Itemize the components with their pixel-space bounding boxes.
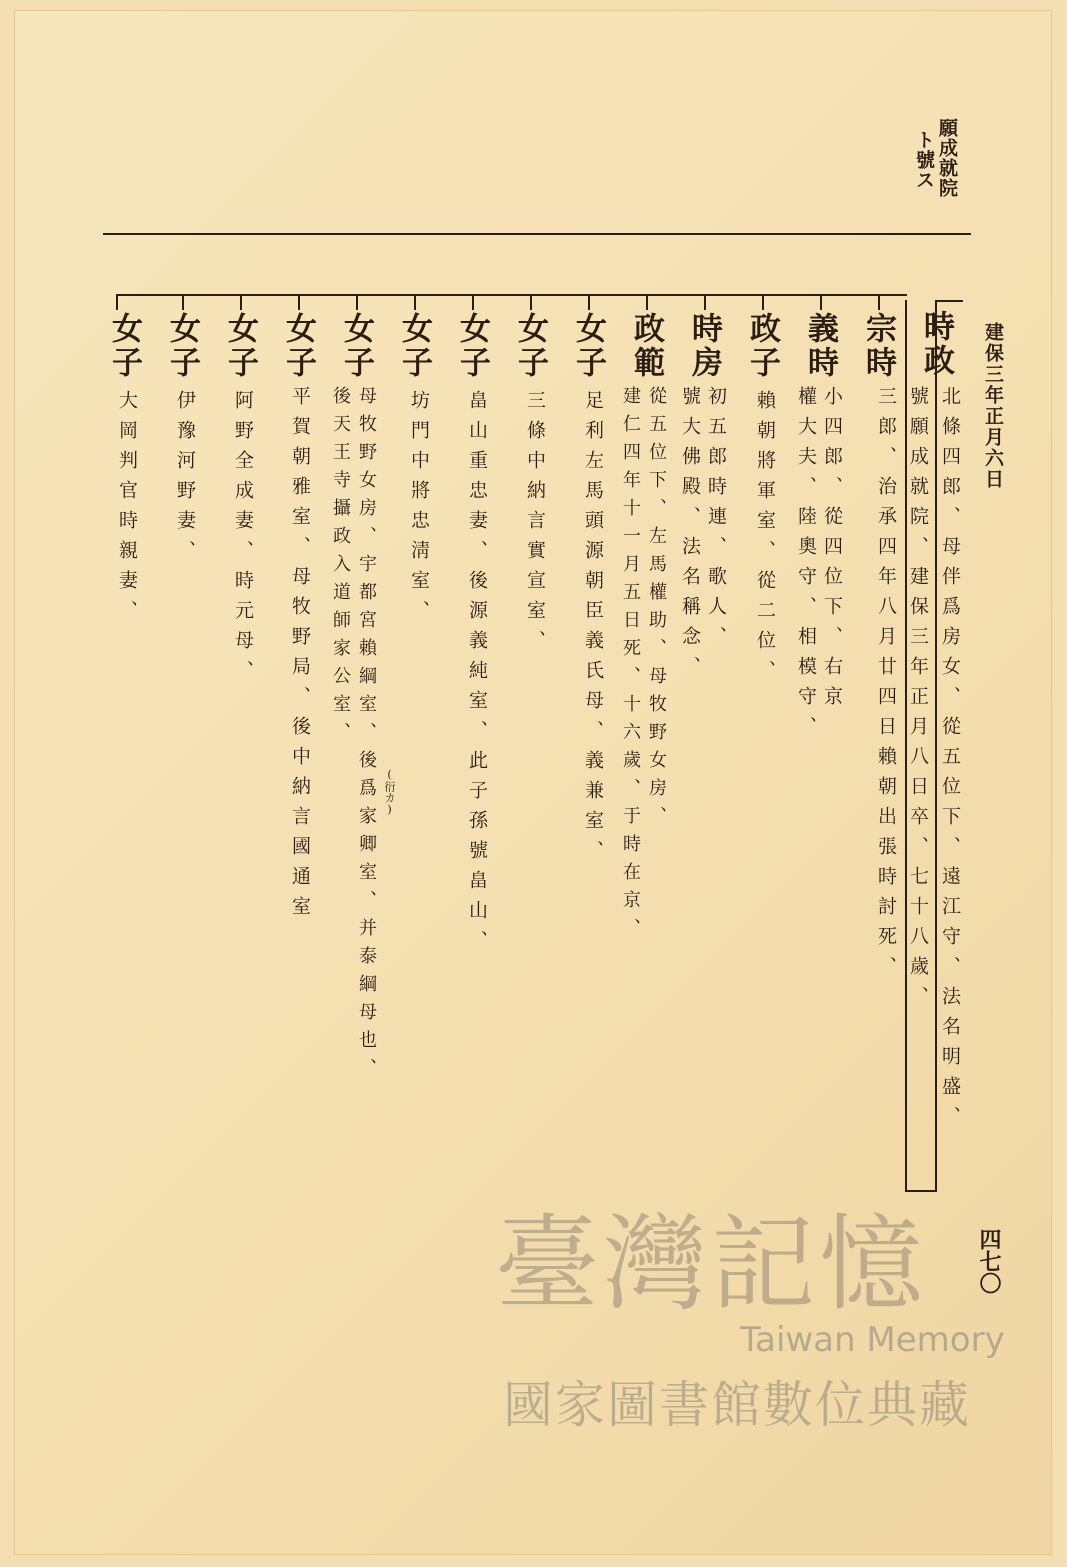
child-13-name: 女子 [106, 312, 142, 380]
child-9-line-1: 後天王寺攝政入道師家公室、 [330, 386, 351, 750]
child-5-name: 女子 [570, 312, 606, 380]
child-9-note: (衍カ) [383, 768, 396, 816]
margin-note-1: 願成就院 [936, 118, 958, 198]
tick-3 [704, 294, 706, 310]
child-12-name: 女子 [164, 312, 200, 380]
child-7-line-0: 畠山重忠妻、後源義純室、此子孫號畠山、 [466, 390, 488, 960]
child-9-name: 女子 [338, 312, 374, 380]
tick-1 [820, 294, 822, 310]
tick-11 [240, 294, 242, 310]
tokimasa-box-left [935, 300, 937, 1192]
child-1-line-1: 權大夫、陸奧守、相模守、 [795, 386, 817, 746]
children-bracket [116, 294, 907, 296]
child-7-name: 女子 [454, 312, 490, 380]
child-3-line-1: 號大佛殿、法名稱念、 [679, 386, 701, 686]
child-2-line-0: 賴朝將軍室、從二位、 [754, 390, 776, 690]
watermark-library: 國家圖書館數位典藏 [503, 1376, 971, 1434]
child-11-line-0: 阿野全成妻、時元母、 [232, 390, 254, 690]
child-12-line-0: 伊豫河野妻、 [174, 390, 196, 570]
tokimasa-line-1: 北條四郎、母伴爲房女、從五位下、遠江守、法名明盛、 [939, 386, 961, 1136]
child-10-line-0: 平賀朝雅室、母牧野局、後中納言國通室 [289, 386, 311, 926]
tick-2 [762, 294, 764, 310]
tick-9 [356, 294, 358, 310]
tick-0 [878, 294, 880, 310]
child-10-name: 女子 [280, 312, 316, 380]
child-6-line-0: 三條中納言實宣室、 [524, 390, 546, 660]
child-8-name: 女子 [396, 312, 432, 380]
child-5-line-0: 足利左馬頭源朝臣義氏母、義兼室、 [582, 390, 604, 870]
tick-8 [414, 294, 416, 310]
child-4-name: 政範 [628, 312, 664, 380]
child-0-line-0: 三郎、治承四年八月廿四日賴朝出張時討死、 [875, 386, 897, 986]
tick-4 [646, 294, 648, 310]
child-1-line-0: 小四郎、從四位下、右京 [821, 386, 843, 716]
watermark-chinese: 臺灣記憶 [495, 1203, 928, 1325]
tick-6 [530, 294, 532, 310]
margin-note-2: ト號ス [913, 130, 935, 190]
child-0-name: 宗時 [860, 312, 896, 380]
tick-5 [588, 294, 590, 310]
child-4-line-1: 建仁四年十一月五日死、十六歲、于時在京、 [620, 386, 641, 946]
child-1-name: 義時 [802, 312, 838, 380]
date-line: 建保三年正月六日 [982, 322, 1004, 490]
header-rule [103, 233, 971, 235]
child-9-line-0: 母牧野女房、宇都宮賴綱室、後爲家卿室、并泰綱母也、 [356, 386, 377, 1086]
tick-10 [298, 294, 300, 310]
page-number: 四七〇 [976, 1228, 1002, 1294]
child-6-name: 女子 [512, 312, 548, 380]
tokimasa-name: 時政 [918, 310, 954, 378]
child-8-line-0: 坊門中將忠淸室、 [408, 390, 430, 630]
tick-12 [182, 294, 184, 310]
watermark-english: Taiwan Memory [740, 1320, 1005, 1360]
tokimasa-line-2: 號願成就院、建保三年正月八日卒、七十八歲、 [907, 386, 929, 1016]
child-3-name: 時房 [686, 312, 722, 380]
child-3-line-0: 初五郎時連、歌人、 [705, 386, 727, 656]
tick-7 [472, 294, 474, 310]
child-4-line-0: 從五位下、左馬權助、母牧野女房、 [646, 386, 667, 834]
child-13-line-0: 大岡判官時親妻、 [116, 390, 138, 630]
tick-13 [116, 294, 118, 310]
child-11-name: 女子 [222, 312, 258, 380]
tokimasa-box-top [935, 300, 963, 302]
child-2-name: 政子 [744, 312, 780, 380]
